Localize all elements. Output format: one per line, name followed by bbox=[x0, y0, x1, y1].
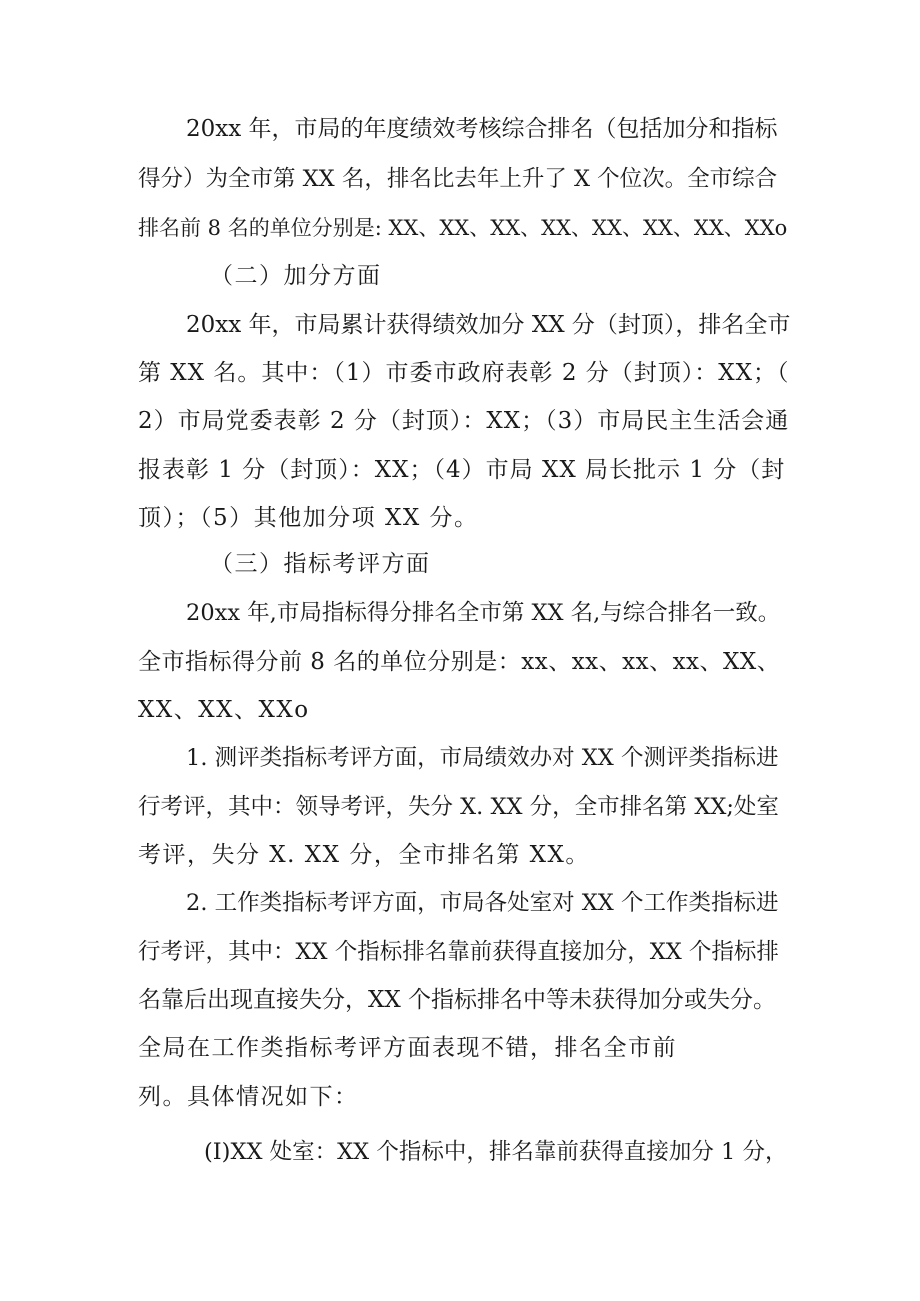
section-heading: （三）指标考评方面 bbox=[210, 551, 431, 577]
paragraph-line: 2. 工作类指标考评方面，市局各处室对 XX 个工作类指标进 bbox=[186, 890, 779, 916]
paragraph-line: 列。具体情况如下： bbox=[138, 1084, 359, 1110]
paragraph-line: 1. 测评类指标考评方面，市局绩效办对 XX 个测评类指标进 bbox=[186, 745, 779, 771]
paragraph-line: 20xx 年，市局累计获得绩效加分 XX 分（封顶），排名全市 bbox=[186, 312, 791, 338]
paragraph-line: 名靠后出现直接失分，XX 个指标排名中等未获得加分或失分。 bbox=[138, 987, 777, 1013]
paragraph-line: 行考评，其中：领导考评，失分 X. XX 分，全市排名第 XX;处室 bbox=[138, 794, 779, 820]
paragraph-line: 排名前 8 名的单位分别是: XX、XX、XX、XX、XX、XX、XX、XXo bbox=[138, 216, 788, 240]
paragraph-line: 2）市局党委表彰 2 分（封顶）：XX；（3）市局民主生活会通 bbox=[138, 408, 790, 434]
paragraph-line: 得分）为全市第 XX 名，排名比去年上升了 X 个位次。全市综合 bbox=[138, 166, 778, 192]
paragraph-line: 20xx 年,市局指标得分排名全市第 XX 名,与综合排名一致。 bbox=[186, 600, 781, 626]
paragraph-line: 全市指标得分前 8 名的单位分别是：xx、xx、xx、xx、XX、 bbox=[138, 649, 781, 675]
paragraph-line: 行考评，其中：XX 个指标排名靠前获得直接加分，XX 个指标排 bbox=[138, 939, 779, 965]
paragraph-line: XX、XX、XXo bbox=[138, 697, 310, 723]
paragraph-line: 顶）；（5）其他加分项 XX 分。 bbox=[138, 505, 479, 531]
paragraph-line: (I)XX 处室：XX 个指标中，排名靠前获得直接加分 1 分， bbox=[204, 1139, 788, 1165]
paragraph-line: 第 XX 名。其中：（1）市委市政府表彰 2 分（封顶）：XX；（ bbox=[138, 360, 790, 386]
paragraph-line: 全局在工作类指标考评方面表现不错，排名全市前 bbox=[138, 1035, 677, 1061]
paragraph-line: 20xx 年，市局的年度绩效考核综合排名（包括加分和指标 bbox=[186, 116, 778, 142]
section-heading: （二）加分方面 bbox=[210, 263, 382, 289]
paragraph-line: 考评，失分 X. XX 分，全市排名第 XX。 bbox=[138, 842, 590, 868]
paragraph-line: 报表彰 1 分（封顶）：XX；（4）市局 XX 局长批示 1 分（封 bbox=[138, 457, 786, 483]
